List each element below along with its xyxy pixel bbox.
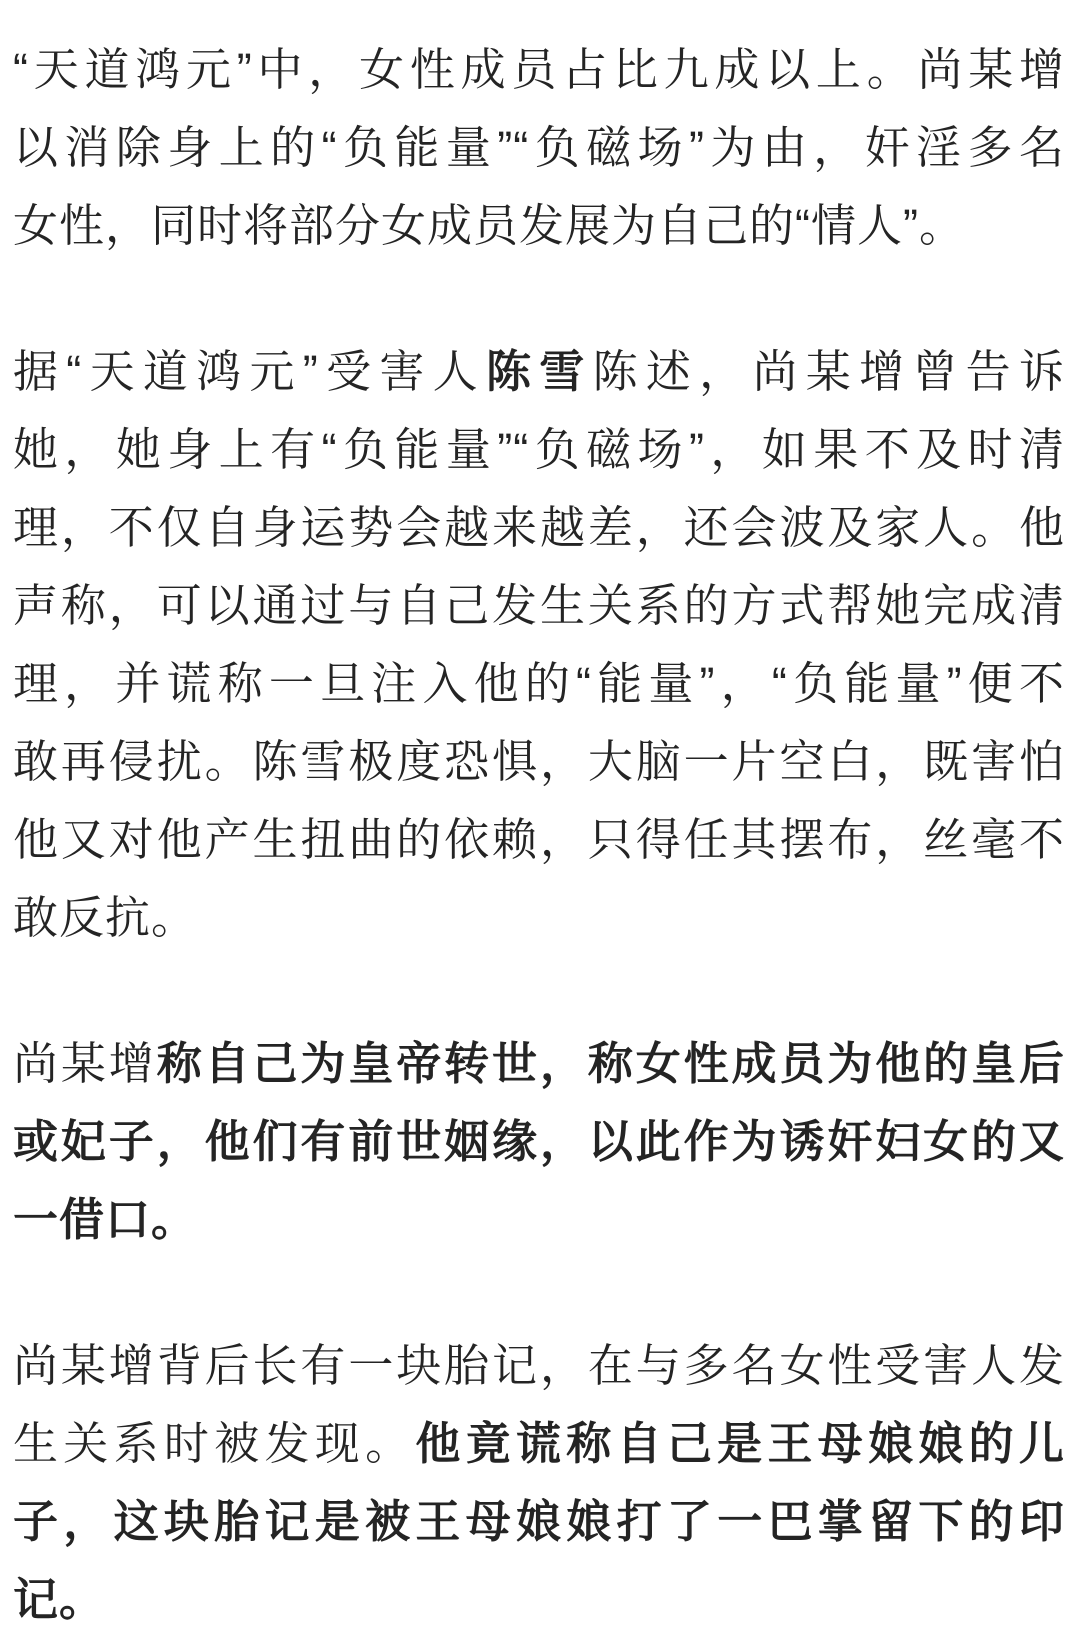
text-run-bold: 一借口。 xyxy=(13,1194,198,1245)
text-line xyxy=(13,801,1065,879)
text-line xyxy=(13,187,1065,265)
text-run: 理，并谎称一旦注入他的“能量”，“负能量”便不 xyxy=(13,658,1065,709)
text-line xyxy=(13,1405,1065,1483)
text-run: 女性，同时将部分女成员发展为自己的“情人”。 xyxy=(13,200,965,251)
text-run-bold: 他竟谎称自己是王母娘娘的儿 xyxy=(415,1418,1065,1469)
text-line xyxy=(13,567,1065,645)
text-run-bold: 子，这块胎记是被王母娘娘打了一巴掌留下的印 xyxy=(13,1496,1065,1547)
text-line xyxy=(13,333,1065,411)
text-line xyxy=(13,1181,1065,1259)
text-line xyxy=(13,1483,1065,1561)
text-run: 尚某增背后长有一块胎记，在与多名女性受害人发 xyxy=(13,1340,1065,1391)
text-line xyxy=(13,489,1065,567)
text-line xyxy=(13,879,1065,957)
text-line xyxy=(13,411,1065,489)
paragraph xyxy=(13,1327,1065,1639)
text-run: 据“天道鸿元”受害人 xyxy=(13,346,486,397)
text-line xyxy=(13,723,1065,801)
text-run: 尚某增 xyxy=(13,1038,157,1089)
text-run: 敢再侵扰。陈雪极度恐惧，大脑一片空白，既害怕 xyxy=(13,736,1065,787)
text-line xyxy=(13,1327,1065,1405)
text-line xyxy=(13,31,1065,109)
text-line xyxy=(13,109,1065,187)
text-run-bold: 陈雪 xyxy=(485,346,593,397)
text-run-bold: 称自己为皇帝转世，称女性成员为他的皇后 xyxy=(156,1038,1065,1089)
text-line xyxy=(13,1561,1065,1639)
text-run: 理，不仅自身运势会越来越差，还会波及家人。他 xyxy=(13,502,1065,553)
text-run: 生关系时被发现。 xyxy=(13,1418,416,1469)
text-line xyxy=(13,1103,1065,1181)
text-run-bold: 记。 xyxy=(13,1574,106,1625)
text-run: 以消除身上的“负能量”“负磁场”为由，奸淫多名 xyxy=(13,122,1065,173)
paragraph xyxy=(13,1025,1065,1259)
paragraph xyxy=(13,31,1065,265)
text-line xyxy=(13,645,1065,723)
text-line xyxy=(13,1025,1065,1103)
text-run: 陈述，尚某增曾告诉 xyxy=(592,346,1065,397)
text-run: 声称，可以通过与自己发生关系的方式帮她完成清 xyxy=(13,580,1065,631)
text-run: 敢反抗。 xyxy=(13,892,198,943)
text-run: 她，她身上有“负能量”“负磁场”，如果不及时清 xyxy=(13,424,1065,475)
paragraph xyxy=(13,333,1065,957)
text-run-bold: 或妃子，他们有前世姻缘，以此作为诱奸妇女的又 xyxy=(13,1116,1065,1167)
text-run: 他又对他产生扭曲的依赖，只得任其摆布，丝毫不 xyxy=(13,814,1065,865)
text-run: “天道鸿元”中，女性成员占比九成以上。尚某增 xyxy=(13,44,1065,95)
